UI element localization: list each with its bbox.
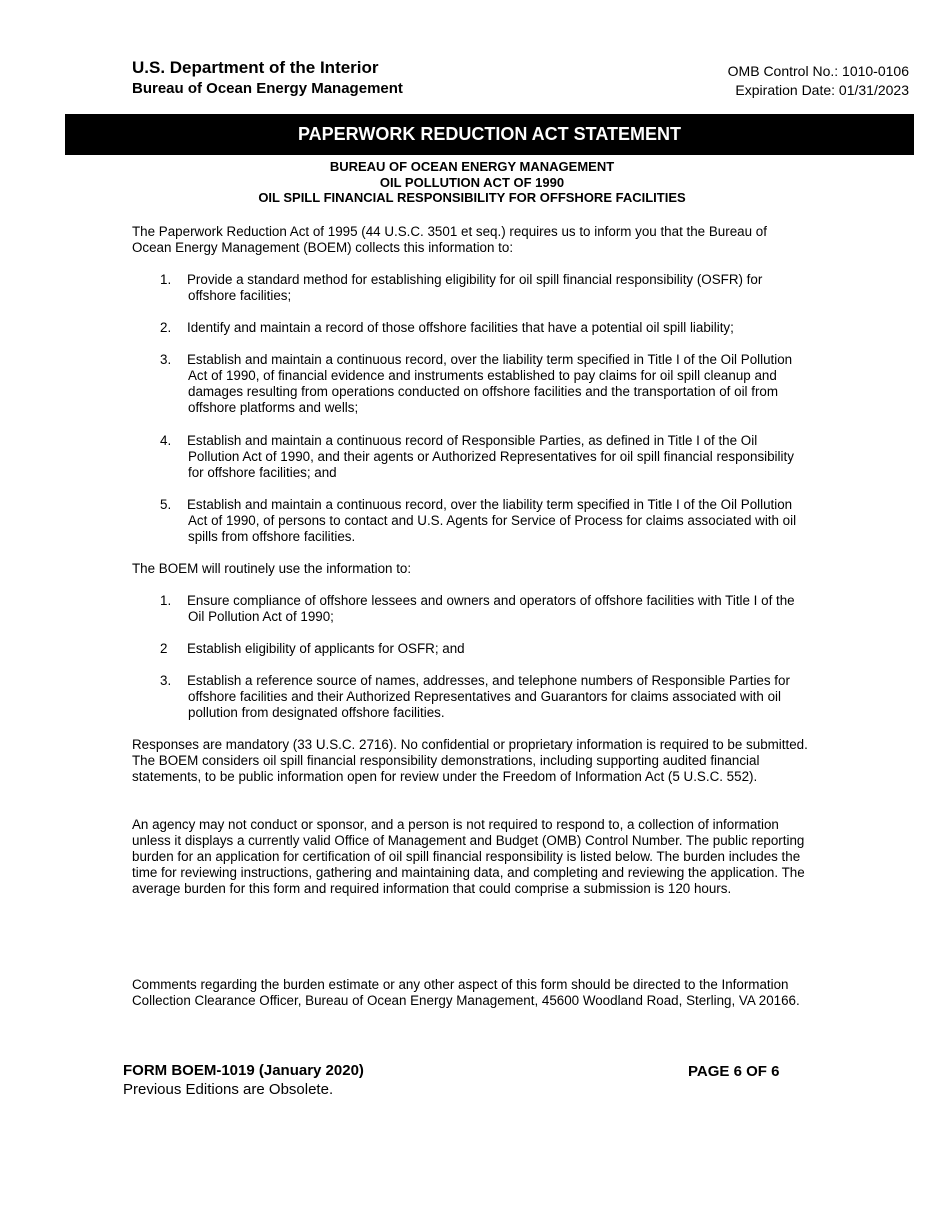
subheading-line-2: OIL POLLUTION ACT OF 1990 — [379, 174, 565, 190]
list-item — [160, 673, 810, 721]
list-item — [160, 641, 810, 657]
list-item-number: 2 — [160, 641, 168, 656]
list-item-number: 1. — [160, 593, 172, 608]
list-item-text: Establish and maintain a continuous record, over the liability term specified in Title I of the Oil Pollution Act of 1990, of financial evidence and instruments established to pay claims for oil spill cleanup and damages resulting from operations conducted on offshore facilities and the transportation of oil from offshore platforms and wells; — [187, 352, 793, 415]
list-item — [160, 593, 810, 625]
form-identifier: FORM BOEM-1019 (January 2020) — [123, 1062, 364, 1079]
page-number: PAGE 6 OF 6 — [688, 1063, 780, 1080]
list-item-number: 2. — [160, 320, 172, 335]
title-banner — [65, 114, 914, 155]
bureau-name: Bureau of Ocean Energy Management — [132, 80, 403, 97]
previous-editions-note: Previous Editions are Obsolete. — [123, 1081, 334, 1098]
intro-paragraph: The Paperwork Reduction Act of 1995 (44 U.S.C. 3501 et seq.) requires us to inform you that the Bureau of Ocean Energy Management (BOEM) collects this information to: — [132, 224, 767, 255]
list-item-text: Establish and maintain a continuous record, over the liability term specified in Title I of the Oil Pollution Act of 1990, of persons to contact and U.S. Agents for Service of Process for claims associated with oil spills from offshore facilities. — [187, 497, 797, 544]
list-item-text: Ensure compliance of offshore lessees and owners and operators of offshore facilities with Title I of the Oil Pollution Act of 1990; — [187, 593, 795, 624]
list-item — [160, 320, 810, 336]
list-item-number: 4. — [160, 433, 172, 448]
uses-intro: The BOEM will routinely use the information to: — [132, 561, 412, 576]
omb-control-number: OMB Control No.: 1010-0106 — [727, 63, 909, 79]
comments-paragraph: Comments regarding the burden estimate or any other aspect of this form should be directed to the Information Collection Clearance Officer, Bureau of Ocean Energy Management, 45600 Woodland Road, Sterling, VA 20166. — [132, 977, 800, 1008]
subheading-line-3: OIL SPILL FINANCIAL RESPONSIBILITY FOR OFFSHORE FACILITIES — [258, 190, 686, 205]
list-item-number: 3. — [160, 352, 172, 367]
list-item — [160, 433, 810, 481]
subheading-line-1: BUREAU OF OCEAN ENERGY MANAGEMENT — [329, 159, 615, 174]
expiration-date: Expiration Date: 01/31/2023 — [735, 82, 909, 98]
burden-paragraph: An agency may not conduct or sponsor, and a person is not required to respond to, a collection of information unless it displays a currently valid Office of Management and Budget (OMB) Control Number. The public reporting burden for an application for certification of oil spill financial responsibility is listed below. The burden includes the time for reviewing instructions, gathering and maintaining data, and completing and reviewing the application. The average burden for this form and required information that could comprise a submission is 120 hours. — [132, 817, 805, 896]
list-item-number: 1. — [160, 272, 172, 287]
list-item-number: 5. — [160, 497, 172, 512]
list-item-text: Identify and maintain a record of those offshore facilities that have a potential oil spill liability; — [187, 320, 734, 335]
list-item-text: Provide a standard method for establishing eligibility for oil spill financial responsibility (OSFR) for offshore facilities; — [187, 272, 763, 303]
banner-title: PAPERWORK REDUCTION ACT STATEMENT — [298, 124, 681, 144]
list-item — [160, 497, 810, 545]
list-item-text: Establish a reference source of names, addresses, and telephone numbers of Responsible Parties for offshore facilities and their Authorized Representatives and Guarantors for claims associated with oil pollution from designated offshore facilities. — [187, 673, 790, 720]
list-item-number: 3. — [160, 673, 172, 688]
list-item — [160, 352, 810, 416]
list-item-text: Establish eligibility of applicants for OSFR; and — [187, 641, 465, 656]
list-item-text: Establish and maintain a continuous record of Responsible Parties, as defined in Title I of the Oil Pollution Act of 1990, and their agents or Authorized Representatives for oil spill financial responsibility for offshore facilities; and — [187, 433, 794, 480]
subheading — [132, 159, 812, 206]
agency-name: U.S. Department of the Interior — [132, 58, 379, 77]
omb-info — [728, 62, 909, 100]
list-item — [160, 272, 810, 304]
responses-paragraph: Responses are mandatory (33 U.S.C. 2716). No confidential or proprietary information is required to be submitted. The BOEM considers oil spill financial responsibility demonstrations, including supporting audited financial statements, to be public information open for review under the Freedom of Information Act (5 U.S.C. 552). — [132, 737, 808, 784]
